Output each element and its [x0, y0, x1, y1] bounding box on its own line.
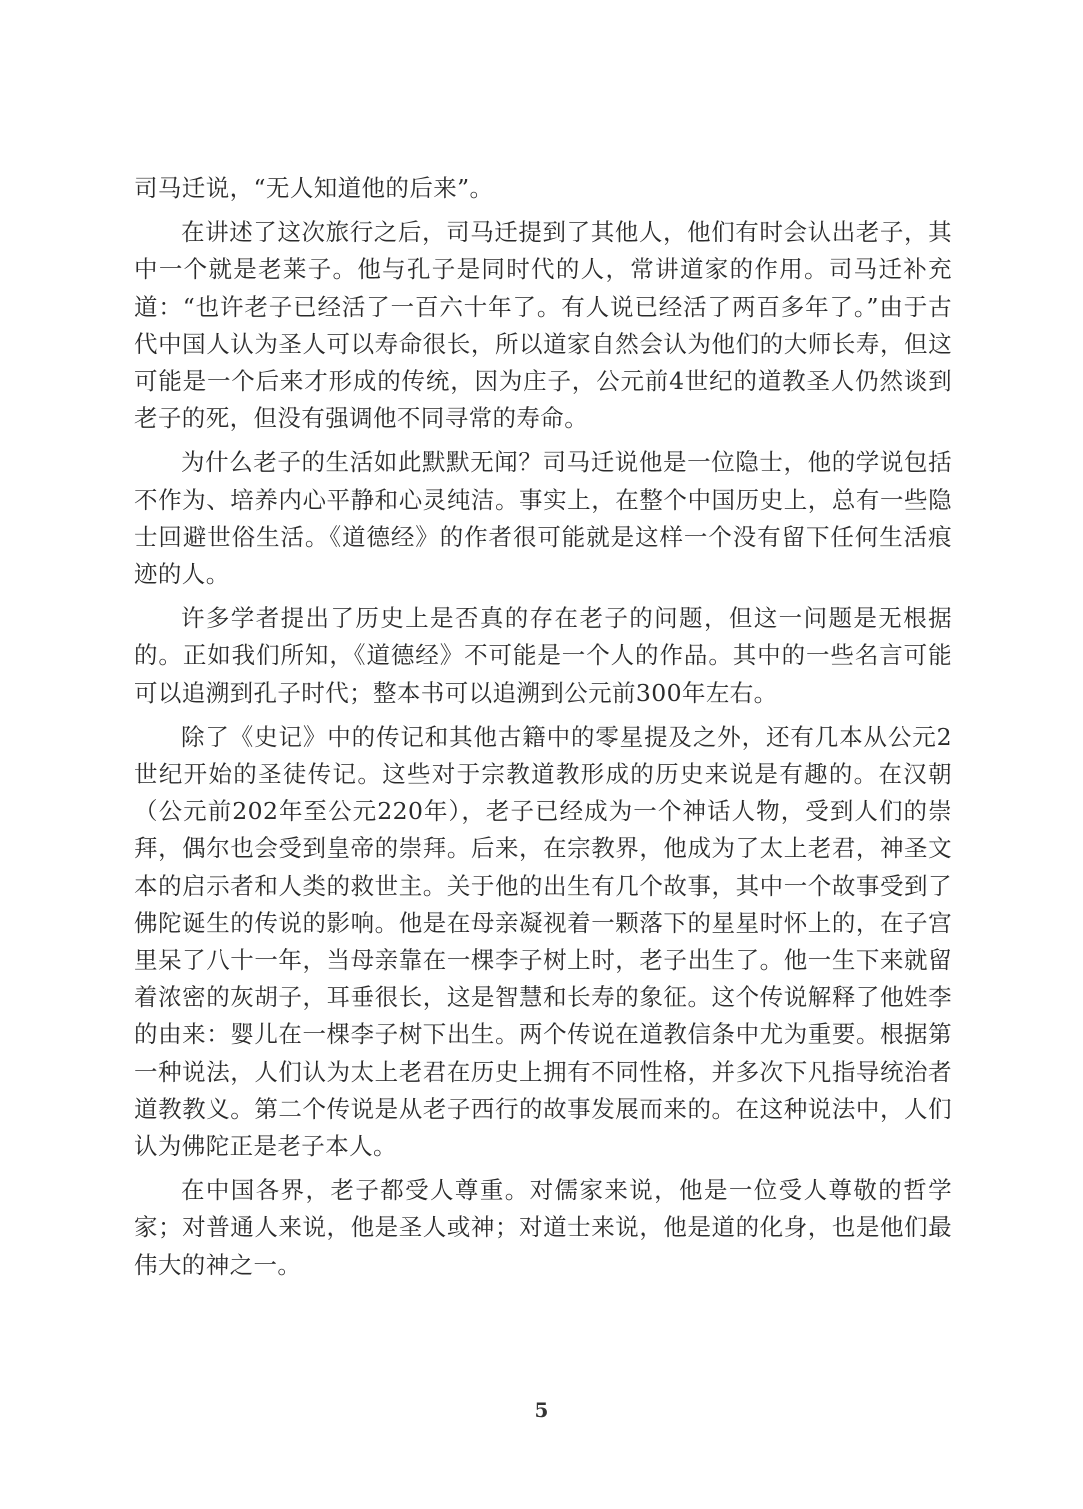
- paragraph-laolaizi: 在讲述了这次旅行之后，司马迁提到了其他人，他们有时会认出老子，其中一个就是老莱子。他与孔子是同时代的人，常讲道家的作用。司马迁补充道：“也许老子已经活了一百六十年了。有人说已经活了两百多年了。”由于古代中国人认为圣人可以寿命很长，所以道家自然会认为他们的大师长寿，但这可能是一个后来才形成的传统，因为庄子，公元前4世纪的道教圣人仍然谈到老子的死，但没有强调他不同寻常的寿命。: [134, 218, 952, 433]
- page-body: [134, 170, 952, 1291]
- paragraph-hermit: 为什么老子的生活如此默默无闻？司马迁说他是一位隐士，他的学说包括不作为、培养内心平静和心灵纯洁。事实上，在整个中国历史上，总有一些隐士回避世俗生活。《道德经》的作者很可能就是这样一个没有留下任何生活痕迹的人。: [134, 448, 952, 589]
- paragraph-existence: 许多学者提出了历史上是否真的存在老子的问题，但这一问题是无根据的。正如我们所知，《道德经》不可能是一个人的作品。其中的一些名言可能可以追溯到孔子时代；整本书可以追溯到公元前300年左右。: [134, 604, 952, 707]
- paragraph-continuation: 司马迁说，“无人知道他的后来”。: [134, 174, 494, 202]
- page-number: 5: [534, 1398, 549, 1422]
- paragraph-legends: 除了《史记》中的传记和其他古籍中的零星提及之外，还有几本从公元2世纪开始的圣徒传记。这些对于宗教道教形成的历史来说是有趣的。在汉朝（公元前202年至公元220年），老子已经成为一个神话人物，受到人们的崇拜，偶尔也会受到皇帝的崇拜。后来，在宗教界，他成为了太上老君，神圣文本的启示者和人类的救世主。关于他的出生有几个故事，其中一个故事受到了佛陀诞生的传说的影响。他是在母亲凝视着一颗落下的星星时怀上的，在子宫里呆了八十一年，当母亲靠在一棵李子树上时，老子出生了。他一生下来就留着浓密的灰胡子，耳垂很长，这是智慧和长寿的象征。这个传说解释了他姓李的由来：婴儿在一棵李子树下出生。两个传说在道教信条中尤为重要。根据第一种说法，人们认为太上老君在历史上拥有不同性格，并多次下凡指导统治者道教教义。第二个传说是从老子西行的故事发展而来的。在这种说法中，人们认为佛陀正是老子本人。: [134, 722, 952, 1161]
- paragraph-respect: 在中国各界，老子都受人尊重。对儒家来说，他是一位受人尊敬的哲学家；对普通人来说，他是圣人或神；对道士来说，他是道的化身，也是他们最伟大的神之一。: [134, 1176, 952, 1279]
